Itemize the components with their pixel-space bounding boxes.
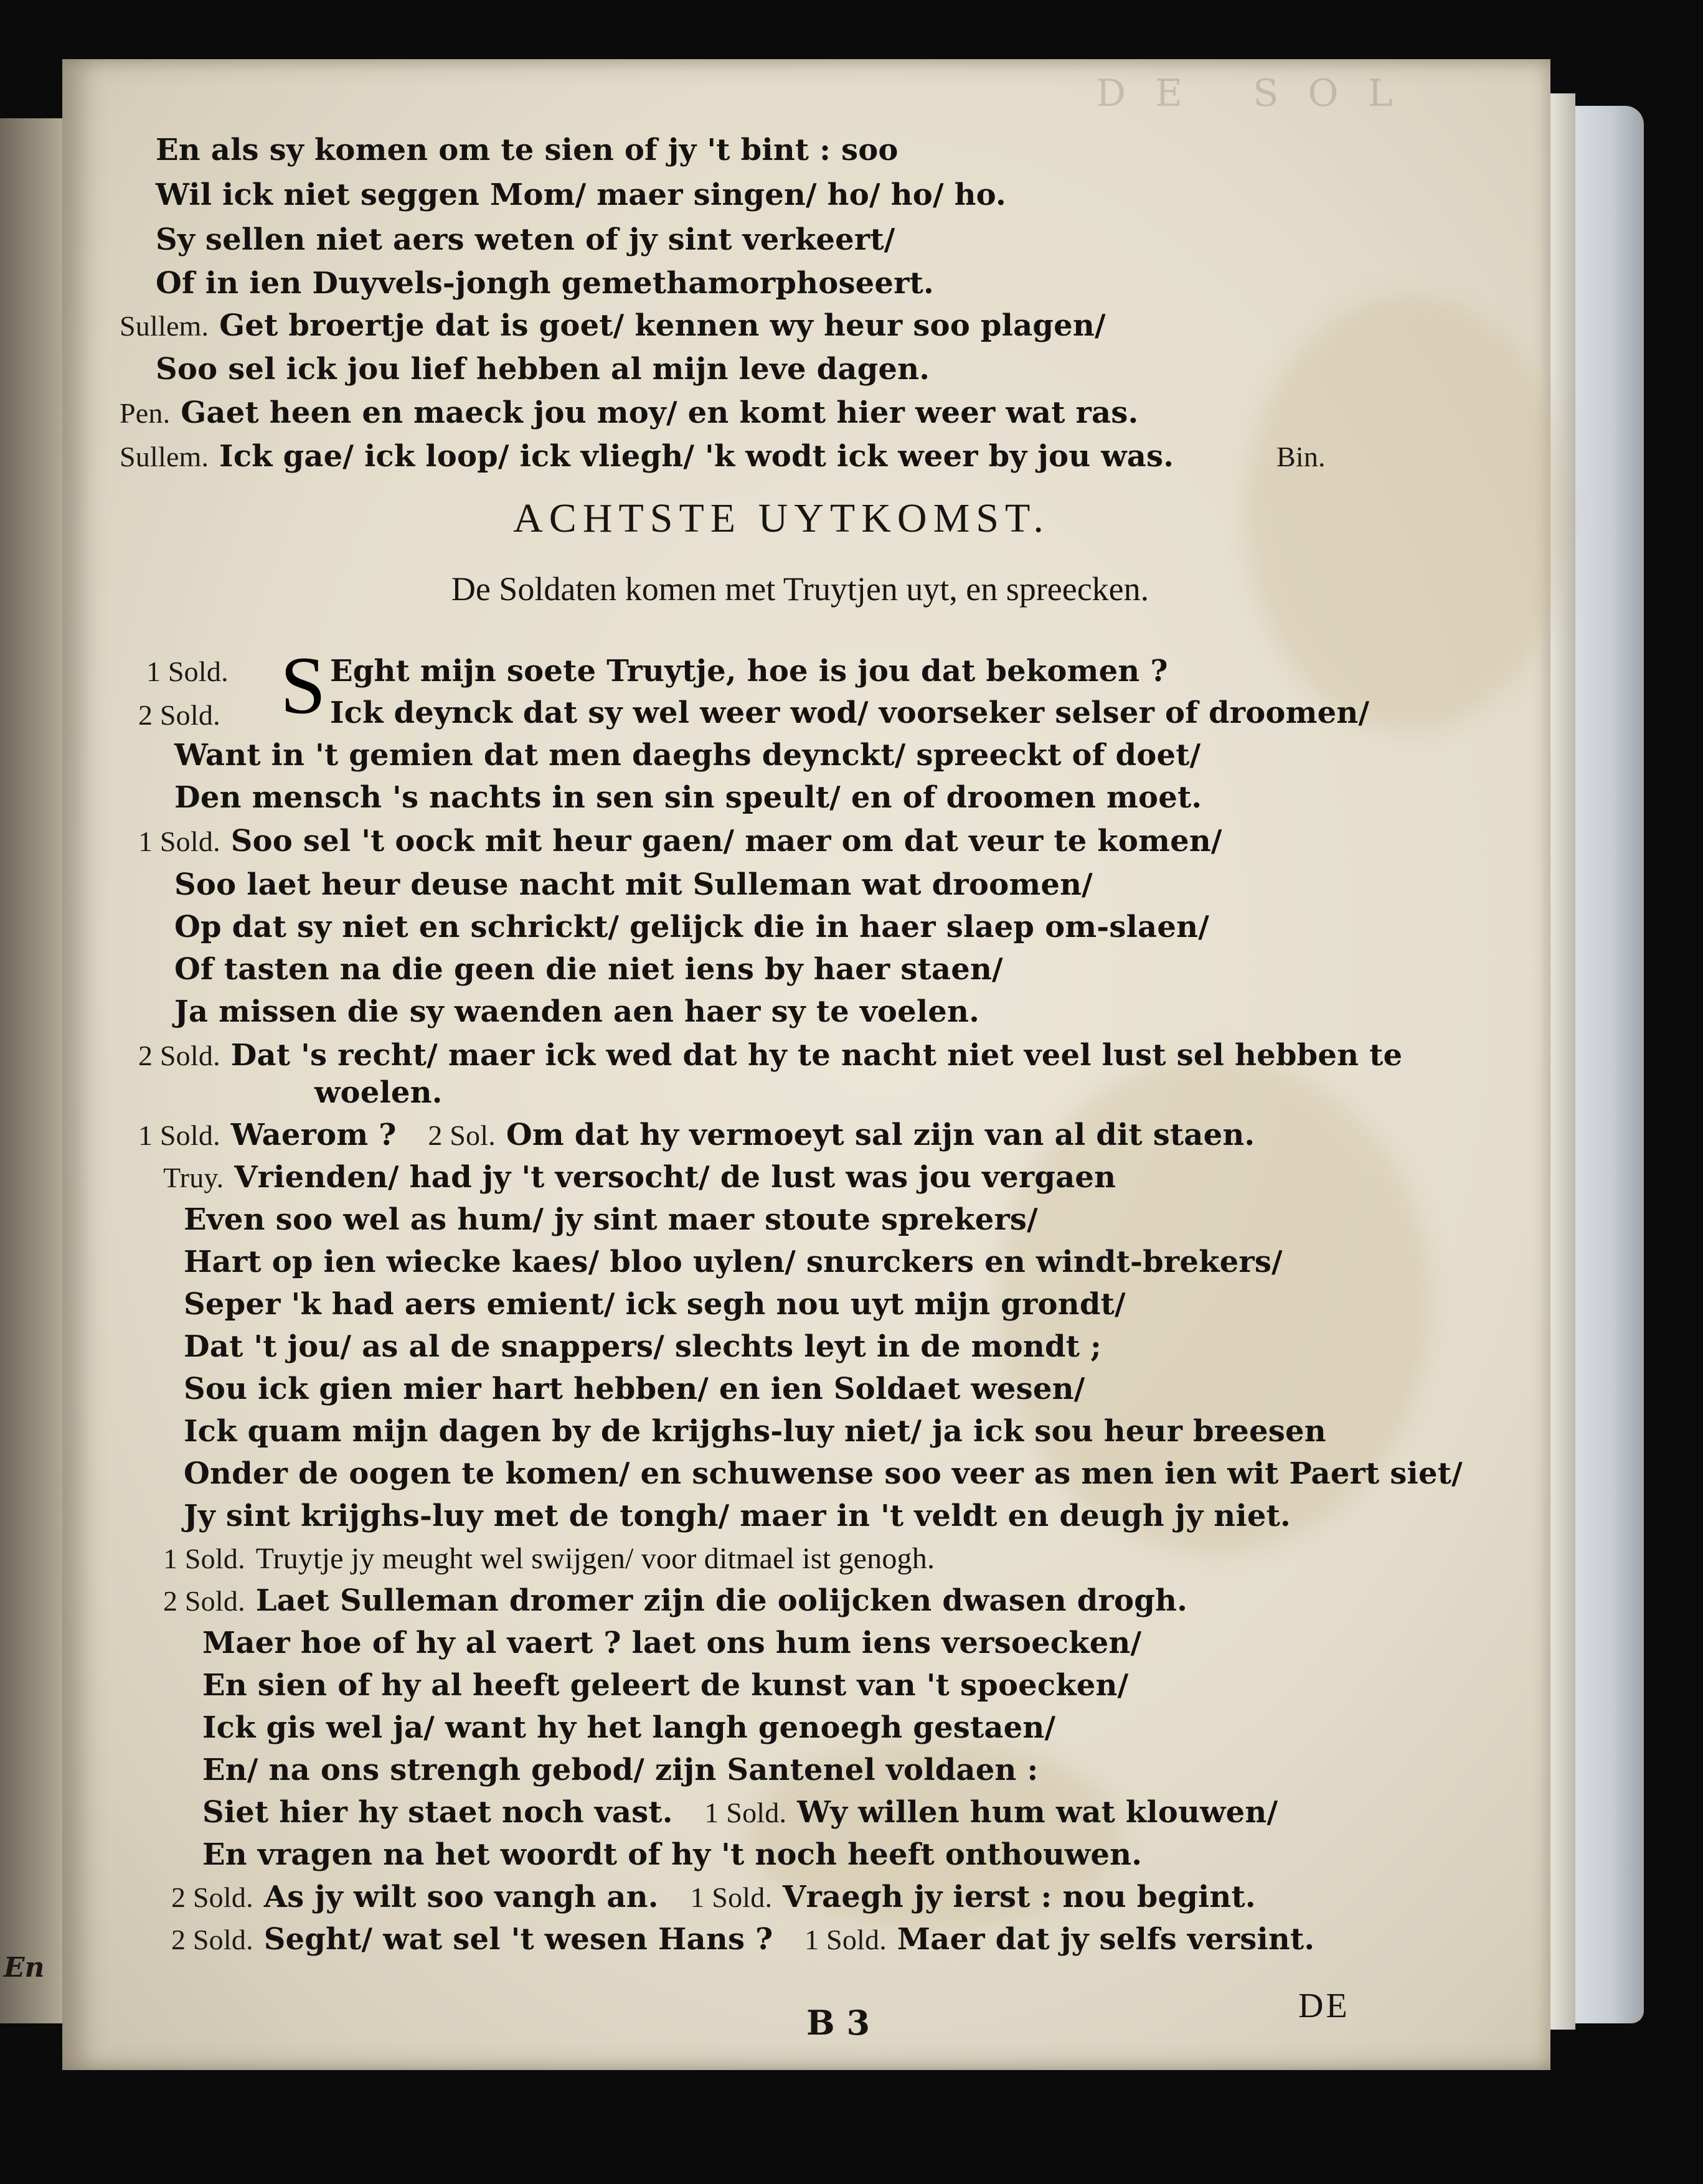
verse-line: 1 Sold. Waerom ? 2 Sol. Om dat hy vermoeyt sal zijn van al dit staen.: [138, 1118, 1255, 1152]
speaker-label: 2 Sold.: [138, 1040, 220, 1071]
speaker-label: 1 Sold.: [138, 1119, 220, 1151]
exit-direction: Bin.: [1276, 441, 1326, 473]
speaker-label: 2 Sold.: [171, 1924, 253, 1956]
verse-line: Of in ien Duyvels-jongh gemethamorphoseert.: [156, 266, 934, 301]
verse-line: Ick gis wel ja/ want hy het langh genoegh gestaen/: [202, 1710, 1056, 1745]
verse-line: 2 Sold. As jy wilt soo vangh an. 1 Sold. Vraegh jy ierst : nou begint.: [171, 1880, 1256, 1914]
speaker-label: 1 Sold.: [138, 826, 220, 857]
verse-line: Onder de oogen te komen/ en schuwense soo veer as men ien wit Paert siet/: [184, 1456, 1463, 1491]
page-text: [62, 59, 1550, 2070]
verse-line: Pen. Gaet heen en maeck jou moy/ en komt hier weer wat ras.: [120, 395, 1139, 430]
verse-line: Wil ick niet seggen Mom/ maer singen/ ho/ ho/ ho.: [156, 177, 1006, 212]
verse-line: En sien of hy al heeft geleert de kunst van 't spoecken/: [202, 1668, 1129, 1703]
scene-title: ACHTSTE UYTKOMST.: [513, 496, 1050, 541]
speaker-label: 1 Sold.: [690, 1881, 773, 1913]
speaker-label: 1 Sold.: [163, 1543, 245, 1574]
show-through: D E S O L: [1096, 72, 1402, 115]
speaker-label: 1 Sold.: [146, 656, 229, 687]
verse-line: 2 Sold. Laet Sulleman dromer zijn die oolijcken dwasen drogh.: [163, 1583, 1188, 1618]
verse-line: 2 Sold. Seght/ wat sel 't wesen Hans ? 1 Sold. Maer dat jy selfs versint.: [171, 1922, 1315, 1957]
stage-direction: De Soldaten komen met Truytjen uyt, en spreecken.: [451, 570, 1149, 608]
speaker-label: Truy.: [163, 1162, 224, 1193]
verse-line: Ick quam mijn dagen by de krijghs-luy niet/ ja ick sou heur breesen: [184, 1414, 1326, 1449]
verse-line: 1 Sold. Soo sel 't oock mit heur gaen/ maer om dat veur te komen/: [138, 824, 1222, 859]
speaker-label: Pen.: [120, 397, 171, 429]
verse-line: [146, 654, 229, 689]
verse-line: 2 Sold. Dat 's recht/ maer ick wed dat hy te nacht niet veel lust sel hebben te: [138, 1038, 1403, 1073]
verse-line: Maer hoe of hy al vaert ? laet ons hum iens versoecken/: [202, 1626, 1142, 1660]
speaker-label: 2 Sold.: [138, 699, 220, 731]
verse-line: Want in 't gemien dat men daeghs deynckt/ spreeckt of doet/: [174, 738, 1201, 773]
speaker-label: Sullem.: [120, 441, 209, 473]
verse-line: Den mensch 's nachts in sen sin speult/ en of droomen moet.: [174, 780, 1202, 815]
verse-line: 1 Sold. Truytje jy meught wel swijgen/ voor ditmael ist genogh.: [163, 1542, 935, 1575]
drop-initial: S: [280, 639, 326, 731]
speaker-label: 1 Sold.: [704, 1797, 787, 1829]
speaker-label: 1 Sold.: [804, 1924, 887, 1956]
verse-line: En als sy komen om te sien of jy 't bint : soo: [156, 133, 899, 167]
verse-line: Sou ick gien mier hart hebben/ en ien Soldaet wesen/: [184, 1372, 1085, 1406]
verse-line: Op dat sy niet en schrickt/ gelijck die in haer slaep om-slaen/: [174, 910, 1209, 944]
verse-line: Hart op ien wiecke kaes/ bloo uylen/ snurckers en windt-brekers/: [184, 1245, 1283, 1279]
book-page: [62, 59, 1550, 2070]
verse-line: Sullem. Ick gae/ ick loop/ ick vliegh/ 'k wodt ick weer by jou was.: [120, 439, 1174, 474]
verse-line: En/ na ons strengh gebod/ zijn Santenel voldaen :: [202, 1753, 1039, 1787]
verse-line: Dat 't jou/ as al de snappers/ slechts leyt in de mondt ;: [184, 1329, 1102, 1364]
speaker-label: Sullem.: [120, 310, 209, 342]
verse-line: Ja missen die sy waenden aen haer sy te voelen.: [174, 994, 980, 1029]
verse-line: Jy sint krijghs-luy met de tongh/ maer in 't veldt en deugh jy niet.: [184, 1499, 1291, 1533]
verse-line: Truy. Vrienden/ had jy 't versocht/ de lust was jou vergaen: [163, 1160, 1116, 1195]
verse-line: Siet hier hy staet noch vast. 1 Sold. Wy willen hum wat klouwen/: [202, 1795, 1278, 1830]
catchword: DE: [1298, 1987, 1350, 2025]
left-page-catchword: En: [4, 1952, 45, 1984]
speaker-label: 2 Sol.: [428, 1119, 496, 1151]
verse-line: Ick deynck dat sy wel weer wod/ voorseker selser of droomen/: [330, 695, 1370, 730]
verse-line: Seper 'k had aers emient/ ick segh nou uyt mijn grondt/: [184, 1287, 1126, 1322]
verse-line: [138, 697, 220, 732]
verse-line: Soo sel ick jou lief hebben al mijn leve dagen.: [156, 352, 930, 387]
verse-line: Even soo wel as hum/ jy sint maer stoute sprekers/: [184, 1202, 1038, 1237]
verse-line: Sullem. Get broertje dat is goet/ kennen wy heur soo plagen/: [120, 308, 1106, 343]
verse-line: woelen.: [314, 1075, 443, 1110]
speaker-label: 2 Sold.: [163, 1585, 245, 1617]
verse-line: Sy sellen niet aers weten of jy sint verkeert/: [156, 222, 895, 257]
verse-line: Eght mijn soete Truytje, hoe is jou dat bekomen ?: [330, 654, 1168, 689]
signature-mark: B 3: [806, 2003, 870, 2043]
verse-line: En vragen na het woordt of hy 't noch heeft onthouwen.: [202, 1837, 1143, 1872]
verse-line: Soo laet heur deuse nacht mit Sulleman wat droomen/: [174, 867, 1093, 902]
verse-line: Of tasten na die geen die niet iens by haer staen/: [174, 952, 1003, 987]
speaker-label: 2 Sold.: [171, 1881, 253, 1913]
